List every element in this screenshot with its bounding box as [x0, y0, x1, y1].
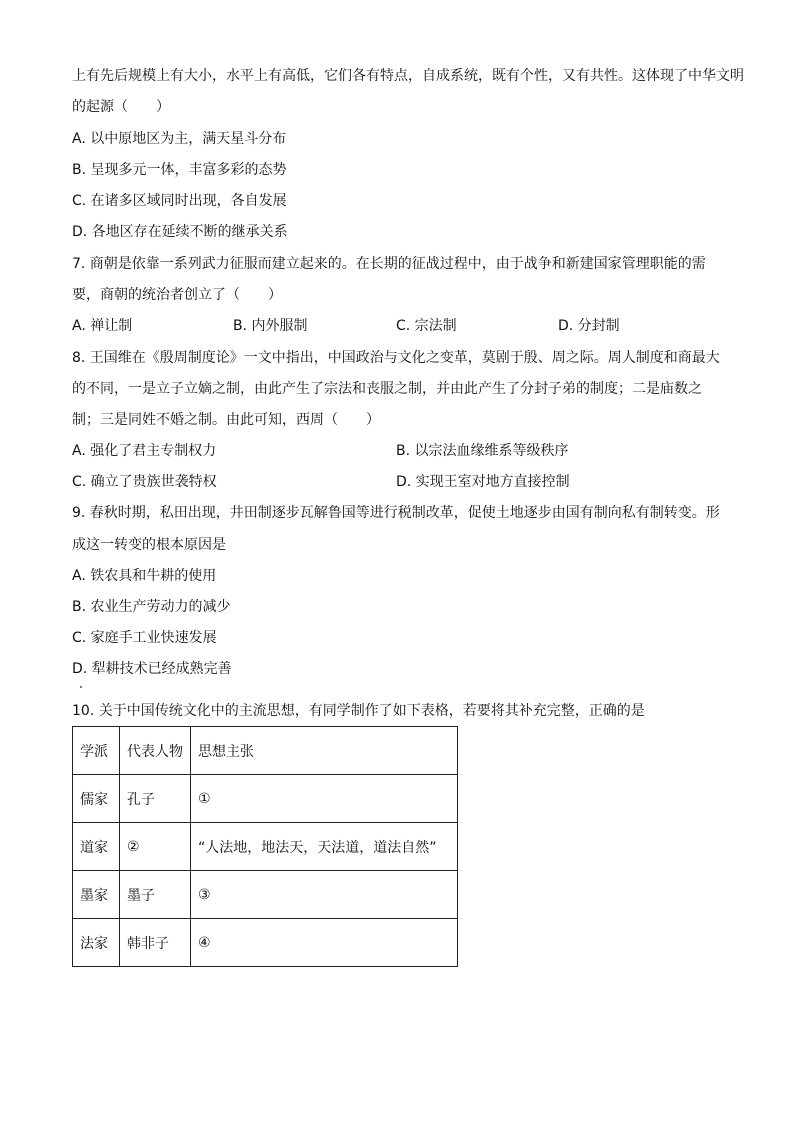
table-cell: 法家 — [73, 919, 120, 967]
table-row — [73, 823, 458, 871]
q9-option-b: B. 农业生产劳动力的减少 — [72, 599, 231, 615]
q6-option-c: C. 在诸多区域同时出现，各自发展 — [72, 193, 287, 209]
q8-option-a: A. 强化了君主专制权力 — [72, 443, 217, 459]
q10-stem: 10. 关于中国传统文化中的主流思想，有同学制作了如下表格，若要将其补充完整，正确的是 — [72, 703, 645, 719]
table-row — [73, 871, 458, 919]
q6-option-a: A. 以中原地区为主，满天星斗分布 — [72, 131, 287, 147]
table-cell: 道家 — [73, 823, 120, 871]
q9-stem-line-2: 成这一转变的根本原因是 — [72, 537, 226, 553]
q8-option-c: C. 确立了贵族世袭特权 — [72, 474, 217, 490]
table-cell: ③ — [191, 871, 458, 919]
philosophy-table — [72, 726, 458, 967]
q7-option-b: B. 内外服制 — [233, 318, 308, 334]
q7-stem-line-1: 7. 商朝是依靠一系列武力征服而建立起来的。在长期的征战过程中，由于战争和新建国家管理职能的需 — [72, 256, 706, 272]
table-cell: 孔子 — [120, 775, 191, 823]
q8-option-d: D. 实现王室对地方直接控制 — [396, 474, 570, 490]
q9-stem-line-1: 9. 春秋时期，私田出现，井田制逐步瓦解鲁国等进行税制改革，促使土地逐步由国有制向私有制转变。形 — [72, 505, 720, 521]
q8-option-b: B. 以宗法血缘维系等级秩序 — [396, 443, 569, 459]
table-header-row — [73, 727, 458, 775]
table-cell: “人法地，地法天，天法道，道法自然” — [191, 823, 458, 871]
q6-stem-line-2: 的起源（ ） — [72, 99, 170, 115]
table-row — [73, 919, 458, 967]
table-cell: 墨家 — [73, 871, 120, 919]
table-cell: 韩非子 — [120, 919, 191, 967]
q6-option-d: D. 各地区存在延续不断的继承关系 — [72, 224, 288, 240]
stray-mark — [80, 686, 82, 688]
table-header-school: 学派 — [73, 727, 120, 775]
table-row — [73, 775, 458, 823]
table-cell: 墨子 — [120, 871, 191, 919]
q7-option-d: D. 分封制 — [558, 318, 620, 334]
table-header-ideas: 思想主张 — [191, 727, 458, 775]
q8-stem-line-2: 的不同，一是立子立嫡之制，由此产生了宗法和丧服之制，并由此产生了分封子弟的制度；二是庙数之 — [72, 381, 702, 397]
table-cell: ② — [120, 823, 191, 871]
q6-stem-line-1: 上有先后规模上有大小，水平上有高低，它们各有特点，自成系统，既有个性，又有共性。这体现了中华文明 — [72, 68, 744, 84]
q7-option-a: A. 禅让制 — [72, 318, 133, 334]
table-cell: ① — [191, 775, 458, 823]
q7-stem-line-2: 要，商朝的统治者创立了（ ） — [72, 287, 282, 303]
table-cell: 儒家 — [73, 775, 120, 823]
table-cell: ④ — [191, 919, 458, 967]
q7-option-c: C. 宗法制 — [396, 318, 457, 334]
q9-option-a: A. 铁农具和牛耕的使用 — [72, 568, 217, 584]
q8-stem-line-3: 制；三是同姓不婚之制。由此可知，西周（ ） — [72, 412, 380, 428]
q8-stem-line-1: 8. 王国维在《殷周制度论》一文中指出，中国政治与文化之变革，莫剧于殷、周之际。周人制度和商最大 — [72, 350, 720, 366]
q9-option-d: D. 犁耕技术已经成熟完善 — [72, 661, 232, 677]
table-header-figure: 代表人物 — [120, 727, 191, 775]
q6-option-b: B. 呈现多元一体，丰富多彩的态势 — [72, 162, 287, 178]
q9-option-c: C. 家庭手工业快速发展 — [72, 630, 217, 646]
